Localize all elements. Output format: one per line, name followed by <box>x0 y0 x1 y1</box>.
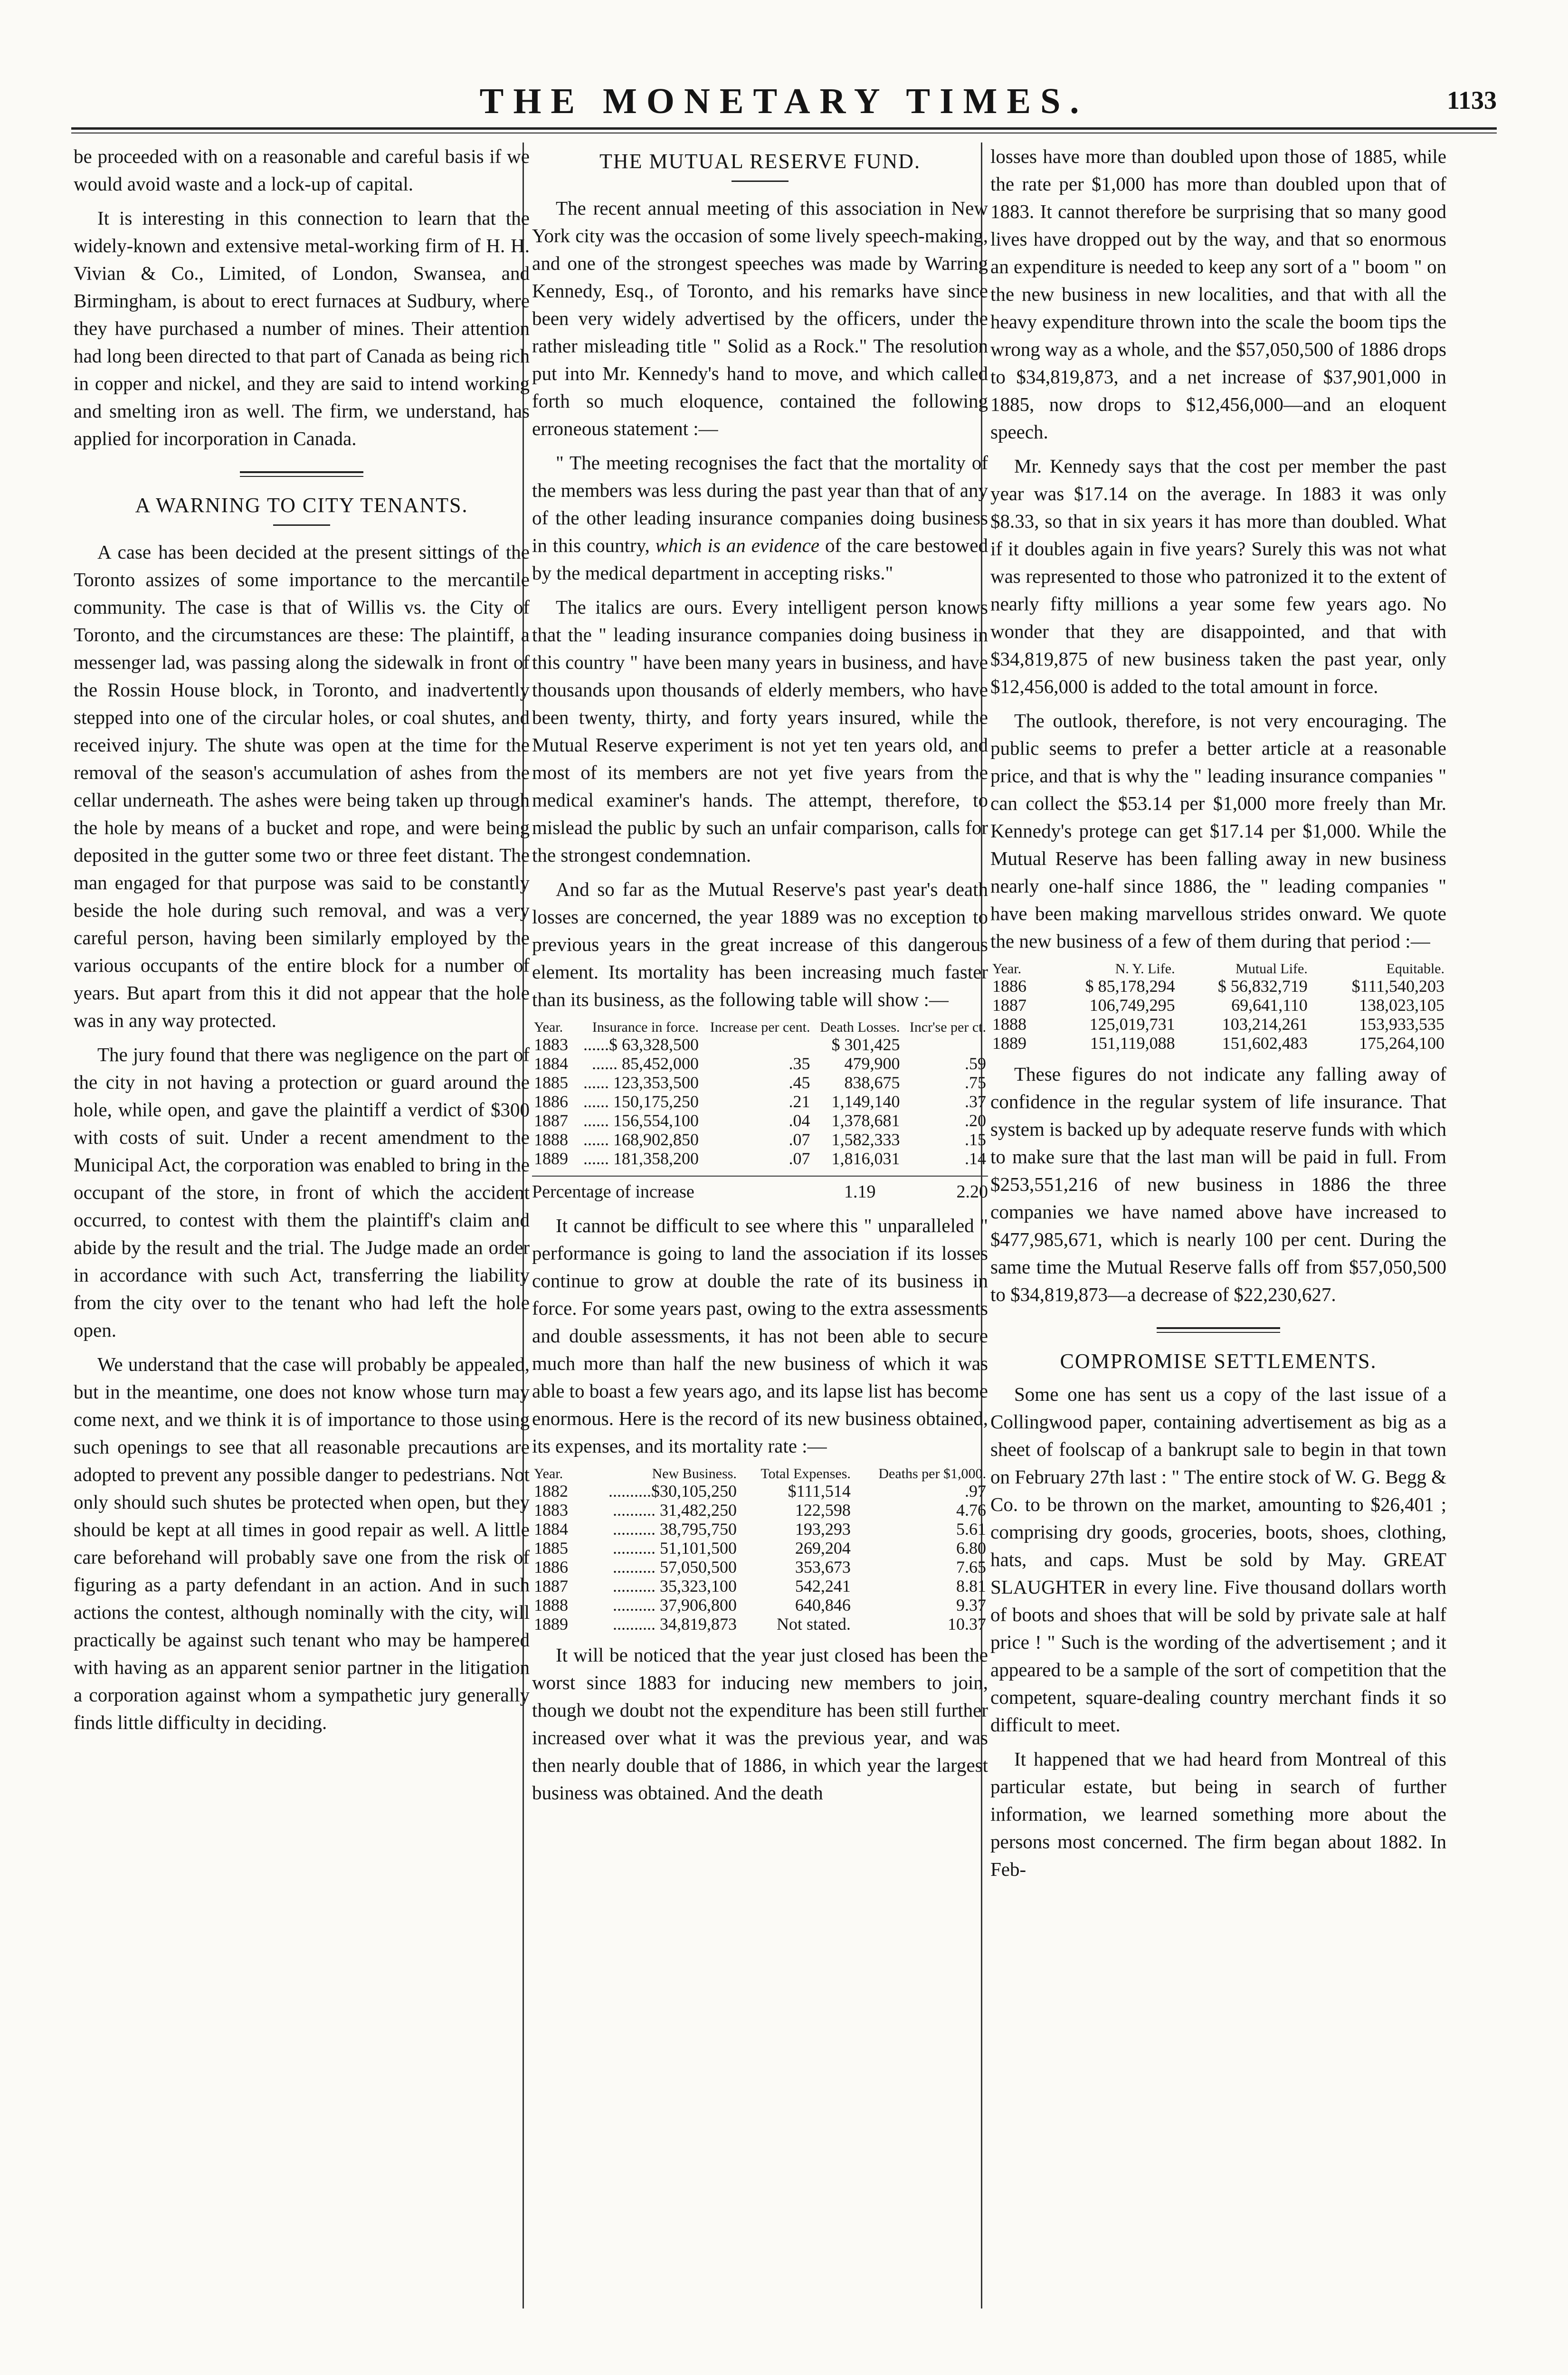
table-cell: .75 <box>965 1073 986 1092</box>
heading-rule <box>273 524 330 526</box>
table-cell: .37 <box>965 1092 986 1111</box>
table-cell: 8.81 <box>956 1577 986 1596</box>
heading-rule <box>732 180 789 182</box>
table-cell: 1889 <box>534 1149 568 1168</box>
table-cell: .......... 37,906,800 <box>612 1596 737 1615</box>
new-business-table <box>532 1466 988 1634</box>
table-row <box>990 1034 1446 1053</box>
section-separator <box>240 471 363 477</box>
table-row <box>532 1558 988 1577</box>
table-cell: $ 56,832,719 <box>1217 977 1308 996</box>
table-cell: 353,673 <box>795 1558 851 1577</box>
paragraph: The jury found that there was negligence on the part of the city in not having a protection or guard around the hole, while open, and gave the plaintiff a verdict of $300 with costs of suit. Under a recent amendment to the Municipal Act, the corporation was enabled to bring in the occupant of the store, in front of which the accident occurred, to contest with them the plaintiff's claim and abide by the result and the trial. The Judge made an order in accordance with such Act, transferring the liability from the city over to the tenant who had left the hole open. <box>74 1044 530 1341</box>
table-cell: 138,023,105 <box>1359 996 1444 1015</box>
table-cell: .......... 31,482,250 <box>612 1501 737 1520</box>
table-cell: 1888 <box>992 1015 1026 1034</box>
table-cell: .07 <box>789 1130 810 1149</box>
table-header: Year. <box>534 1019 563 1035</box>
table-cell: .20 <box>965 1111 986 1130</box>
table-cell: 1888 <box>534 1596 568 1615</box>
table-row <box>532 1130 988 1149</box>
table-cell: 542,241 <box>795 1577 851 1596</box>
paragraph: It will be noticed that the year just closed has been the worst since 1883 for inducing new members to join, though we doubt not the expenditure has been still further increased over what it was the previous year, and was then nearly double that of 1886, in which year the largest business was obtained. And the death <box>532 1644 988 1804</box>
paragraph: Mr. Kennedy says that the cost per member the past year was $17.14 on the average. In 1883 it was only $8.33, so that in six years it has more than doubled. What if it doubles again in five years? Surely this was not what was represented to those who patronized it to the extent of nearly fifty millions a year some few years ago. No wonder that they are disappointed, and that with $34,819,875 of new business taken the past year, only $12,456,000 is added to the total amount in force. <box>990 455 1446 697</box>
paragraph: losses have more than doubled upon those of 1885, while the rate per $1,000 has more than doubled upon that of 1883. It cannot therefore be surprising that so many good lives have dropped out by the way, and that so enormous an expenditure is needed to keep any sort of a " boom " on the new business in new localities, and that with all the heavy expenditure thrown into the scale the boom tips the wrong way as a whole, and the $57,050,500 of 1886 drops to $34,819,873, and a net increase of $37,901,000 in 1885, now drops to $12,456,000—and an eloquent speech. <box>990 145 1446 443</box>
mortality-table <box>532 1020 988 1168</box>
table-cell: $111,540,203 <box>1351 977 1444 996</box>
table-cell: 175,264,100 <box>1359 1034 1444 1053</box>
table-header: Equitable. <box>1386 961 1444 977</box>
table-row <box>532 1615 988 1634</box>
table-row <box>532 1482 988 1501</box>
table-cell: 479,900 <box>844 1054 900 1073</box>
table-cell: .59 <box>965 1054 986 1073</box>
section-separator <box>1157 1327 1280 1333</box>
table-cell: 151,119,088 <box>1090 1034 1175 1053</box>
table-cell: .......... 51,101,500 <box>612 1539 737 1558</box>
table-header: Mutual Life. <box>1235 961 1308 977</box>
table-cell: .35 <box>789 1054 810 1073</box>
table-cell: 1885 <box>534 1073 568 1092</box>
pct-label: Percentage of increase <box>532 1182 694 1202</box>
table-row <box>532 1111 988 1130</box>
table-header: Increase per cent. <box>710 1019 810 1035</box>
table-row <box>532 1520 988 1539</box>
paragraph: The recent annual meeting of this association in New York city was the occasion of some lively speech-making, and one of the strongest speeches was made by Warring Kennedy, Esq., of Toronto, and his remarks have since been very widely advertised by the officers, under the rather misleading title " Solid as a Rock." The resolution put into Mr. Kennedy's hand to move, and which called forth so much eloquence, contained the following erroneous statement :— <box>532 197 988 439</box>
table-cell: 1882 <box>534 1482 568 1501</box>
table-header: Insurance in force. <box>592 1019 699 1035</box>
table-cell: ......$ 63,328,500 <box>583 1035 699 1054</box>
table-row <box>532 1539 988 1558</box>
table-row <box>532 1501 988 1520</box>
table-cell: 1889 <box>992 1034 1026 1053</box>
table-cell: ...... 156,554,100 <box>583 1111 699 1130</box>
table-cell: 1883 <box>534 1035 568 1054</box>
table-cell: 5.61 <box>956 1520 986 1539</box>
page-number: 1133 <box>1446 86 1497 114</box>
table-cell: .......... 35,323,100 <box>612 1577 737 1596</box>
table-cell: 151,602,483 <box>1222 1034 1308 1053</box>
paragraph: It happened that we had heard from Montreal of this particular estate, but being in search of further information, we learned something more about the persons most concerned. The firm began about 1882. In Feb- <box>990 1748 1446 1880</box>
quote-text: " The meeting recognises the fact that the mortality of the members was less during the past year than that of any of the other leading insurance companies doing business in this country, <box>532 452 988 556</box>
table-cell: 1883 <box>534 1501 568 1520</box>
table-cell: 10.37 <box>948 1615 986 1634</box>
paragraph: The italics are ours. Every intelligent person knows that the " leading insurance companies doing business in this country " have been many years in business, and have thousands upon thousands of elderly members, who have been twenty, thirty, and forty years insured, while the Mutual Reserve experiment is not yet ten years old, and most of its members are not yet five years from the medical examiner's hands. The attempt, therefore, to mislead the public by such an unfair comparison, calls for the strongest condemnation. <box>532 596 988 866</box>
table-cell: .14 <box>965 1149 986 1168</box>
paragraph: be proceeded with on a reasonable and careful basis if we would avoid waste and a lock-up of capital. <box>74 145 530 195</box>
table-cell <box>902 1035 988 1054</box>
table-cell: 1886 <box>534 1092 568 1111</box>
table-cell: 6.80 <box>956 1539 986 1558</box>
italic-text: which is an evidence <box>655 534 820 556</box>
table-cell: 838,675 <box>844 1073 900 1092</box>
table-row <box>532 1054 988 1073</box>
table-cell: 640,846 <box>795 1596 851 1615</box>
table-cell: 1884 <box>534 1520 568 1539</box>
table-cell: 1,149,140 <box>831 1092 900 1111</box>
table-cell: ...... 150,175,250 <box>583 1092 699 1111</box>
table-cell: 9.37 <box>956 1596 986 1615</box>
percentage-of-increase-line <box>532 1176 988 1204</box>
newspaper-title: THE MONETARY TIMES. <box>479 81 1089 121</box>
table-cell: 125,019,731 <box>1089 1015 1175 1034</box>
table-cell: 69,641,110 <box>1231 996 1308 1015</box>
table-header: Death Losses. <box>820 1019 900 1035</box>
table-header-row <box>990 961 1446 977</box>
table-cell: 1,378,681 <box>831 1111 900 1130</box>
table-row <box>532 1073 988 1092</box>
table-cell: ..........$30,105,250 <box>608 1482 737 1501</box>
table-cell: 7.65 <box>956 1558 986 1577</box>
table-cell: .......... 57,050,500 <box>612 1558 737 1577</box>
article-heading-warning-to-city-tenants: A WARNING TO CITY TENANTS. <box>135 494 468 517</box>
table-cell: 1885 <box>534 1539 568 1558</box>
table-header: Year. <box>534 1466 563 1482</box>
table-cell: 1887 <box>534 1577 568 1596</box>
article-heading-compromise-settlements: COMPROMISE SETTLEMENTS. <box>1060 1349 1377 1373</box>
table-cell: 4.76 <box>956 1501 986 1520</box>
table-cell: .......... 38,795,750 <box>612 1520 737 1539</box>
table-cell: ...... 181,358,200 <box>583 1149 699 1168</box>
article-heading-mutual-reserve-fund: THE MUTUAL RESERVE FUND. <box>599 150 921 173</box>
table-cell: 153,933,535 <box>1359 1015 1444 1034</box>
table-cell: 193,293 <box>795 1520 851 1539</box>
table-row <box>532 1149 988 1168</box>
table-cell: 1889 <box>534 1615 568 1634</box>
table-row <box>990 977 1446 996</box>
table-cell: .04 <box>789 1111 810 1130</box>
masthead-rule <box>71 127 1497 133</box>
table-header: Incr'se per ct. <box>909 1019 986 1035</box>
table-cell: 1888 <box>534 1130 568 1149</box>
paragraph: It is interesting in this connection to learn that the widely-known and extensive metal-working firm of H. H. Vivian & Co., Limited, of London, Swansea, and Birmingham, is about to erect furnaces at Sudbury, where they have purchased a number of mines. Their attention had long been directed to that part of Canada as being rich in copper and nickel, and they are said to intend working and smelting iron as well. The firm, we understand, has applied for incorporation in Canada. <box>74 207 530 449</box>
table-cell: 1886 <box>534 1558 568 1577</box>
table-cell: 106,749,295 <box>1089 996 1175 1015</box>
table-cell: .07 <box>789 1149 810 1168</box>
table-row <box>532 1596 988 1615</box>
table-header: N. Y. Life. <box>1115 961 1175 977</box>
table-header-row <box>532 1020 988 1035</box>
paragraph: And so far as the Mutual Reserve's past year's death losses are concerned, the year 1889 was no exception to previous years in the great increase of this dangerous element. Its mortality has been increasing much faster than its business, as the following table will show :— <box>532 878 988 1010</box>
paragraph: These figures do not indicate any falling away of confidence in the regular system of life insurance. That system is backed up by adequate reserve funds with which to make sure that the last man will be paid in full. From $253,551,216 of new business in 1886 the three companies we have named above have increased to $477,985,671, which is nearly 100 per cent. During the same time the Mutual Reserve falls off from $57,050,500 to $34,819,873—a decrease of $22,230,627. <box>990 1063 1446 1305</box>
table-header: New Business. <box>652 1466 737 1482</box>
table-cell: ...... 168,902,850 <box>583 1130 699 1149</box>
paragraph: The outlook, therefore, is not very encouraging. The public seems to prefer a better article at a reasonable price, and that is why the " leading insurance companies " can collect the $53.14 per $1,000 more freely than Mr. Kennedy's protege can get $17.14 per $1,000. While the Mutual Reserve has been falling away in new business nearly one-half since 1886, the " leading companies " have been making marvellous strides onward. We quote the new business of a few of them during that period :— <box>990 710 1446 952</box>
table-header: Year. <box>992 961 1022 977</box>
table-header: Deaths per $1,000. <box>878 1466 986 1482</box>
table-row <box>532 1035 988 1054</box>
table-cell: ...... 85,452,000 <box>591 1054 699 1073</box>
table-cell: 1887 <box>992 996 1026 1015</box>
table-cell: .......... 34,819,873 <box>612 1615 737 1634</box>
paragraph: We understand that the case will probably be appealed, but in the meantime, one does not know whose turn may come next, and we think it is of importance to those using such openings to see that all reasonable precautions are adopted to prevent any possible danger to pedestrians. Not only should such shutes be protected when open, but they should be kept at all times in good repair as well. A little care beforehand will probably save one from the risk of figuring as a party defendant in an action. And in such actions the contest, although nominally with the city, will practically be against such tenant who may be hampered with having as an apparent senior partner in the litigation a corporation against whom a sympathetic jury generally finds little difficulty in deciding. <box>74 1353 530 1733</box>
table-cell: .97 <box>965 1482 986 1501</box>
table-cell: 1,816,031 <box>831 1149 900 1168</box>
table-row <box>532 1577 988 1596</box>
column-3 <box>990 142 1446 2308</box>
pct-value-insurance: 1.19 <box>844 1182 876 1202</box>
table-cell: .21 <box>789 1092 810 1111</box>
table-cell: $ 85,178,294 <box>1085 977 1175 996</box>
table-cell <box>701 1035 812 1054</box>
paragraph: Some one has sent us a copy of the last issue of a Collingwood paper, containing advertisement as big as a sheet of foolscap of a bankrupt sale to begin in that town on February 27th last : " The entire stock of W. G. Begg & Co. to be thrown on the market, amounting to $26,401 ; comprising dry goods, groceries, boots, shoes, clothing, hats, and caps. Must be sold by May. GREAT SLAUGHTER in every line. Five thousand dollars worth of boots and shoes that will be sold by private sale at half price ! " Such is the wording of the advertisement ; and it appeared to be a sample of the sort of competition that the competent, square-dealing country merchant finds it so difficult to meet. <box>990 1383 1446 1736</box>
table-row <box>990 996 1446 1015</box>
table-header: Total Expenses. <box>760 1466 851 1482</box>
table-cell: 1887 <box>534 1111 568 1130</box>
pct-value-deaths: 2.20 <box>956 1182 988 1202</box>
masthead <box>71 71 1497 124</box>
table-cell: $111,514 <box>788 1482 851 1501</box>
table-cell: 269,204 <box>795 1539 851 1558</box>
column-2 <box>532 142 988 2308</box>
table-header-row <box>532 1466 988 1482</box>
table-cell: 1884 <box>534 1054 568 1073</box>
column-1 <box>74 142 530 2308</box>
paragraph: A case has been decided at the present sittings of the Toronto assizes of some importance to the mercantile community. The case is that of Willis vs. the City of Toronto, and the circumstances are these: The plaintiff, a messenger lad, was passing along the sidewalk in front of the Rossin House block, in Toronto, and inadvertently stepped into one of the circular holes, or coal shutes, and received injury. The shute was open at the time for the removal of the season's accumulation of ashes from the cellar underneath. The ashes were being taken up through the hole by means of a bucket and rope, and were being deposited in the gutter some two or three feet distant. The man engaged for that purpose was said to be constantly beside the hole during such removal, and was a very careful person, having been similarly employed by the various occupants of the entire block for a number of years. But apart from this it did not appear that the hole was in any way protected. <box>74 541 530 1031</box>
table-cell: 122,598 <box>795 1501 851 1520</box>
table-row <box>532 1092 988 1111</box>
quote-text: of the care bestowed by the medical department in accepting risks." <box>532 534 988 584</box>
table-row <box>990 1015 1446 1034</box>
table-cell: $ 301,425 <box>831 1035 900 1054</box>
table-cell: .45 <box>789 1073 810 1092</box>
leading-companies-table <box>990 961 1446 1053</box>
table-cell: 1,582,333 <box>831 1130 900 1149</box>
table-cell: Not stated. <box>776 1615 851 1634</box>
table-cell: 103,214,261 <box>1222 1015 1308 1034</box>
table-cell: .15 <box>965 1130 986 1149</box>
table-cell: 1886 <box>992 977 1026 996</box>
table-cell: ...... 123,353,500 <box>583 1073 699 1092</box>
paragraph: It cannot be difficult to see where this " unparalleled " performance is going to land the association if its losses continue to grow at double the rate of its business in force. For some years past, owing to the extra assessments and double assessments, it has not been able to secure much more than half the new business of which it was able to boast a few years ago, and its lapse list has become enormous. Here is the record of its new business obtained, its expenses, and its mortality rate :— <box>532 1215 988 1457</box>
quoted-resolution <box>532 449 988 587</box>
